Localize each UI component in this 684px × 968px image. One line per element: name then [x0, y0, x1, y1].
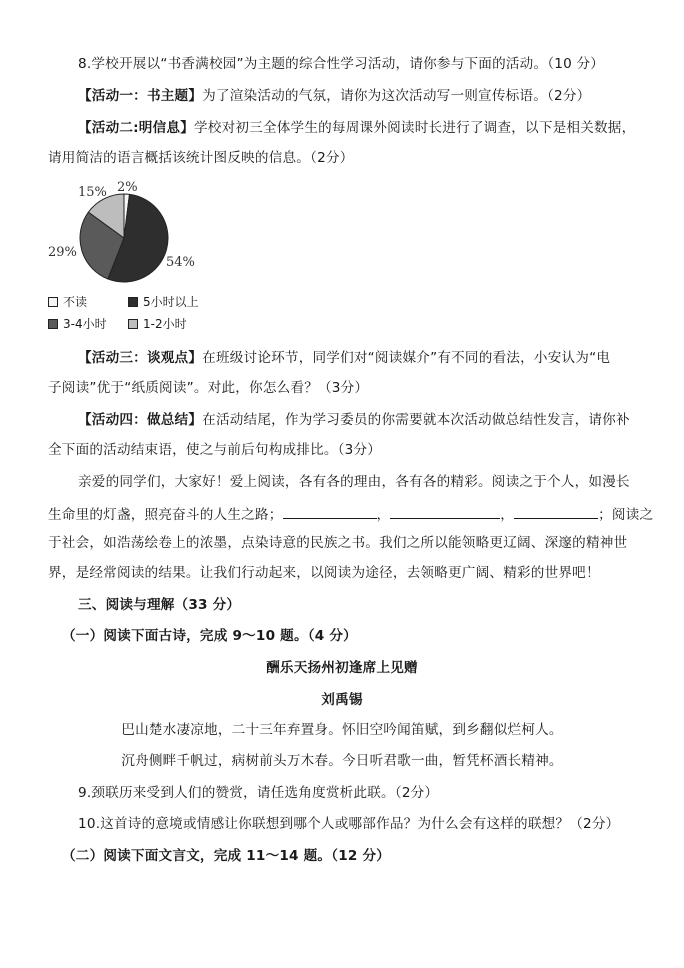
speech-sep-2: ，	[500, 507, 515, 523]
activity-1	[78, 86, 590, 106]
section-3-part-2: （二）阅读下面文言文，完成 11～14 题。（12 分）	[62, 848, 391, 864]
answer-blank-3[interactable]	[514, 503, 598, 519]
activity-2-tag: 【活动二:明信息】	[78, 120, 194, 136]
answer-blank-1[interactable]	[283, 503, 377, 519]
legend-label: 不读	[63, 295, 88, 309]
activity-2-text-cont: 请用简洁的语言概括该统计图反映的信息。（2分）	[48, 150, 354, 166]
q8-main: 8.学校开展以“书香满校园”为主题的综合性学习活动，请你参与下面的活动。（10 分）	[78, 56, 605, 72]
legend-label: 3-4小时	[63, 317, 107, 331]
legend-swatch	[48, 319, 58, 329]
activity-2	[78, 118, 635, 138]
activity-3-tag: 【活动三：谈观点】	[78, 350, 203, 366]
activity-4-text: 在活动结尾，作为学习委员的你需要就本次活动做总结性发言，请你补	[202, 412, 630, 428]
speech-line-4: 界，是经常阅读的结果。让我们行动起来，以阅读为途径，去领略更广阔、精彩的世界吧！	[48, 565, 600, 581]
speech-line-2b: ；阅读之	[598, 507, 654, 523]
poem-author: 刘禹锡	[321, 692, 363, 708]
pie-label-1-2h: 15%	[78, 185, 107, 200]
pie-chart	[78, 192, 170, 284]
activity-3	[78, 348, 610, 368]
answer-blank-2[interactable]	[390, 503, 500, 519]
pie-label-5h-plus: 54%	[166, 255, 195, 270]
question-9: 9.颈联历来受到人们的赞赏，请任选角度赏析此联。（2分）	[78, 785, 439, 801]
question-10: 10.这首诗的意境或情感让你联想到哪个人或哪部作品？为什么会有这样的联想？（2分）	[78, 816, 620, 832]
legend-item-5h-plus	[128, 294, 199, 310]
legend-item-3-4h	[48, 316, 107, 332]
activity-4-tag: 【活动四：做总结】	[78, 412, 203, 428]
section-3-part-1: （一）阅读下面古诗，完成 9～10 题。（4 分）	[62, 628, 357, 644]
activity-4-text-cont: 全下面的活动结束语，使之与前后句构成排比。（3分）	[48, 442, 382, 458]
poem-title: 酬乐天扬州初逢席上见赠	[266, 660, 418, 676]
pie-label-3-4h: 29%	[48, 245, 77, 260]
speech-line-3: 于社会，如浩荡绘卷上的浓墨，点染诗意的民族之书。我们之所以能领略更辽阔、深邃的精神世	[48, 535, 628, 551]
legend-label: 1-2小时	[143, 317, 187, 331]
activity-2-text: 学校对初三全体学生的每周课外阅读时长进行了调查，以下是相关数据，	[194, 120, 636, 136]
speech-line-2	[48, 503, 653, 525]
speech-sep-1: ，	[376, 507, 391, 523]
legend-swatch	[128, 319, 138, 329]
activity-1-text: 为了渲染活动的气氛，请你为这次活动写一则宣传标语。（2分）	[202, 88, 591, 104]
poem-line-1: 巴山楚水凄凉地，二十三年弃置身。怀旧空吟闻笛赋，到乡翻似烂柯人。	[121, 722, 563, 738]
activity-3-text-cont: 子阅读”优于“纸质阅读”。对此，你怎么看？（3分）	[48, 380, 369, 396]
section-3-title: 三、阅读与理解（33 分）	[78, 597, 241, 613]
legend-label: 5小时以上	[143, 295, 199, 309]
pie-label-not-read: 2%	[117, 180, 138, 195]
activity-1-tag: 【活动一：书主题】	[78, 88, 203, 104]
speech-line-1: 亲爱的同学们，大家好！爱上阅读，各有各的理由，各有各的精彩。阅读之于个人，如漫长	[78, 474, 630, 490]
legend-item-not-read	[48, 294, 87, 310]
activity-4	[78, 410, 630, 430]
activity-3-text: 在班级讨论环节，同学们对“阅读媒介”有不同的看法，小安认为“电	[202, 350, 611, 366]
legend-item-1-2h	[128, 316, 187, 332]
legend-swatch	[48, 297, 58, 307]
legend-swatch	[128, 297, 138, 307]
speech-line-2a: 生命里的灯盏，照亮奋斗的人生之路；	[48, 507, 283, 523]
poem-line-2: 沉舟侧畔千帆过，病树前头万木春。今日听君歌一曲，暂凭杯酒长精神。	[121, 753, 563, 769]
